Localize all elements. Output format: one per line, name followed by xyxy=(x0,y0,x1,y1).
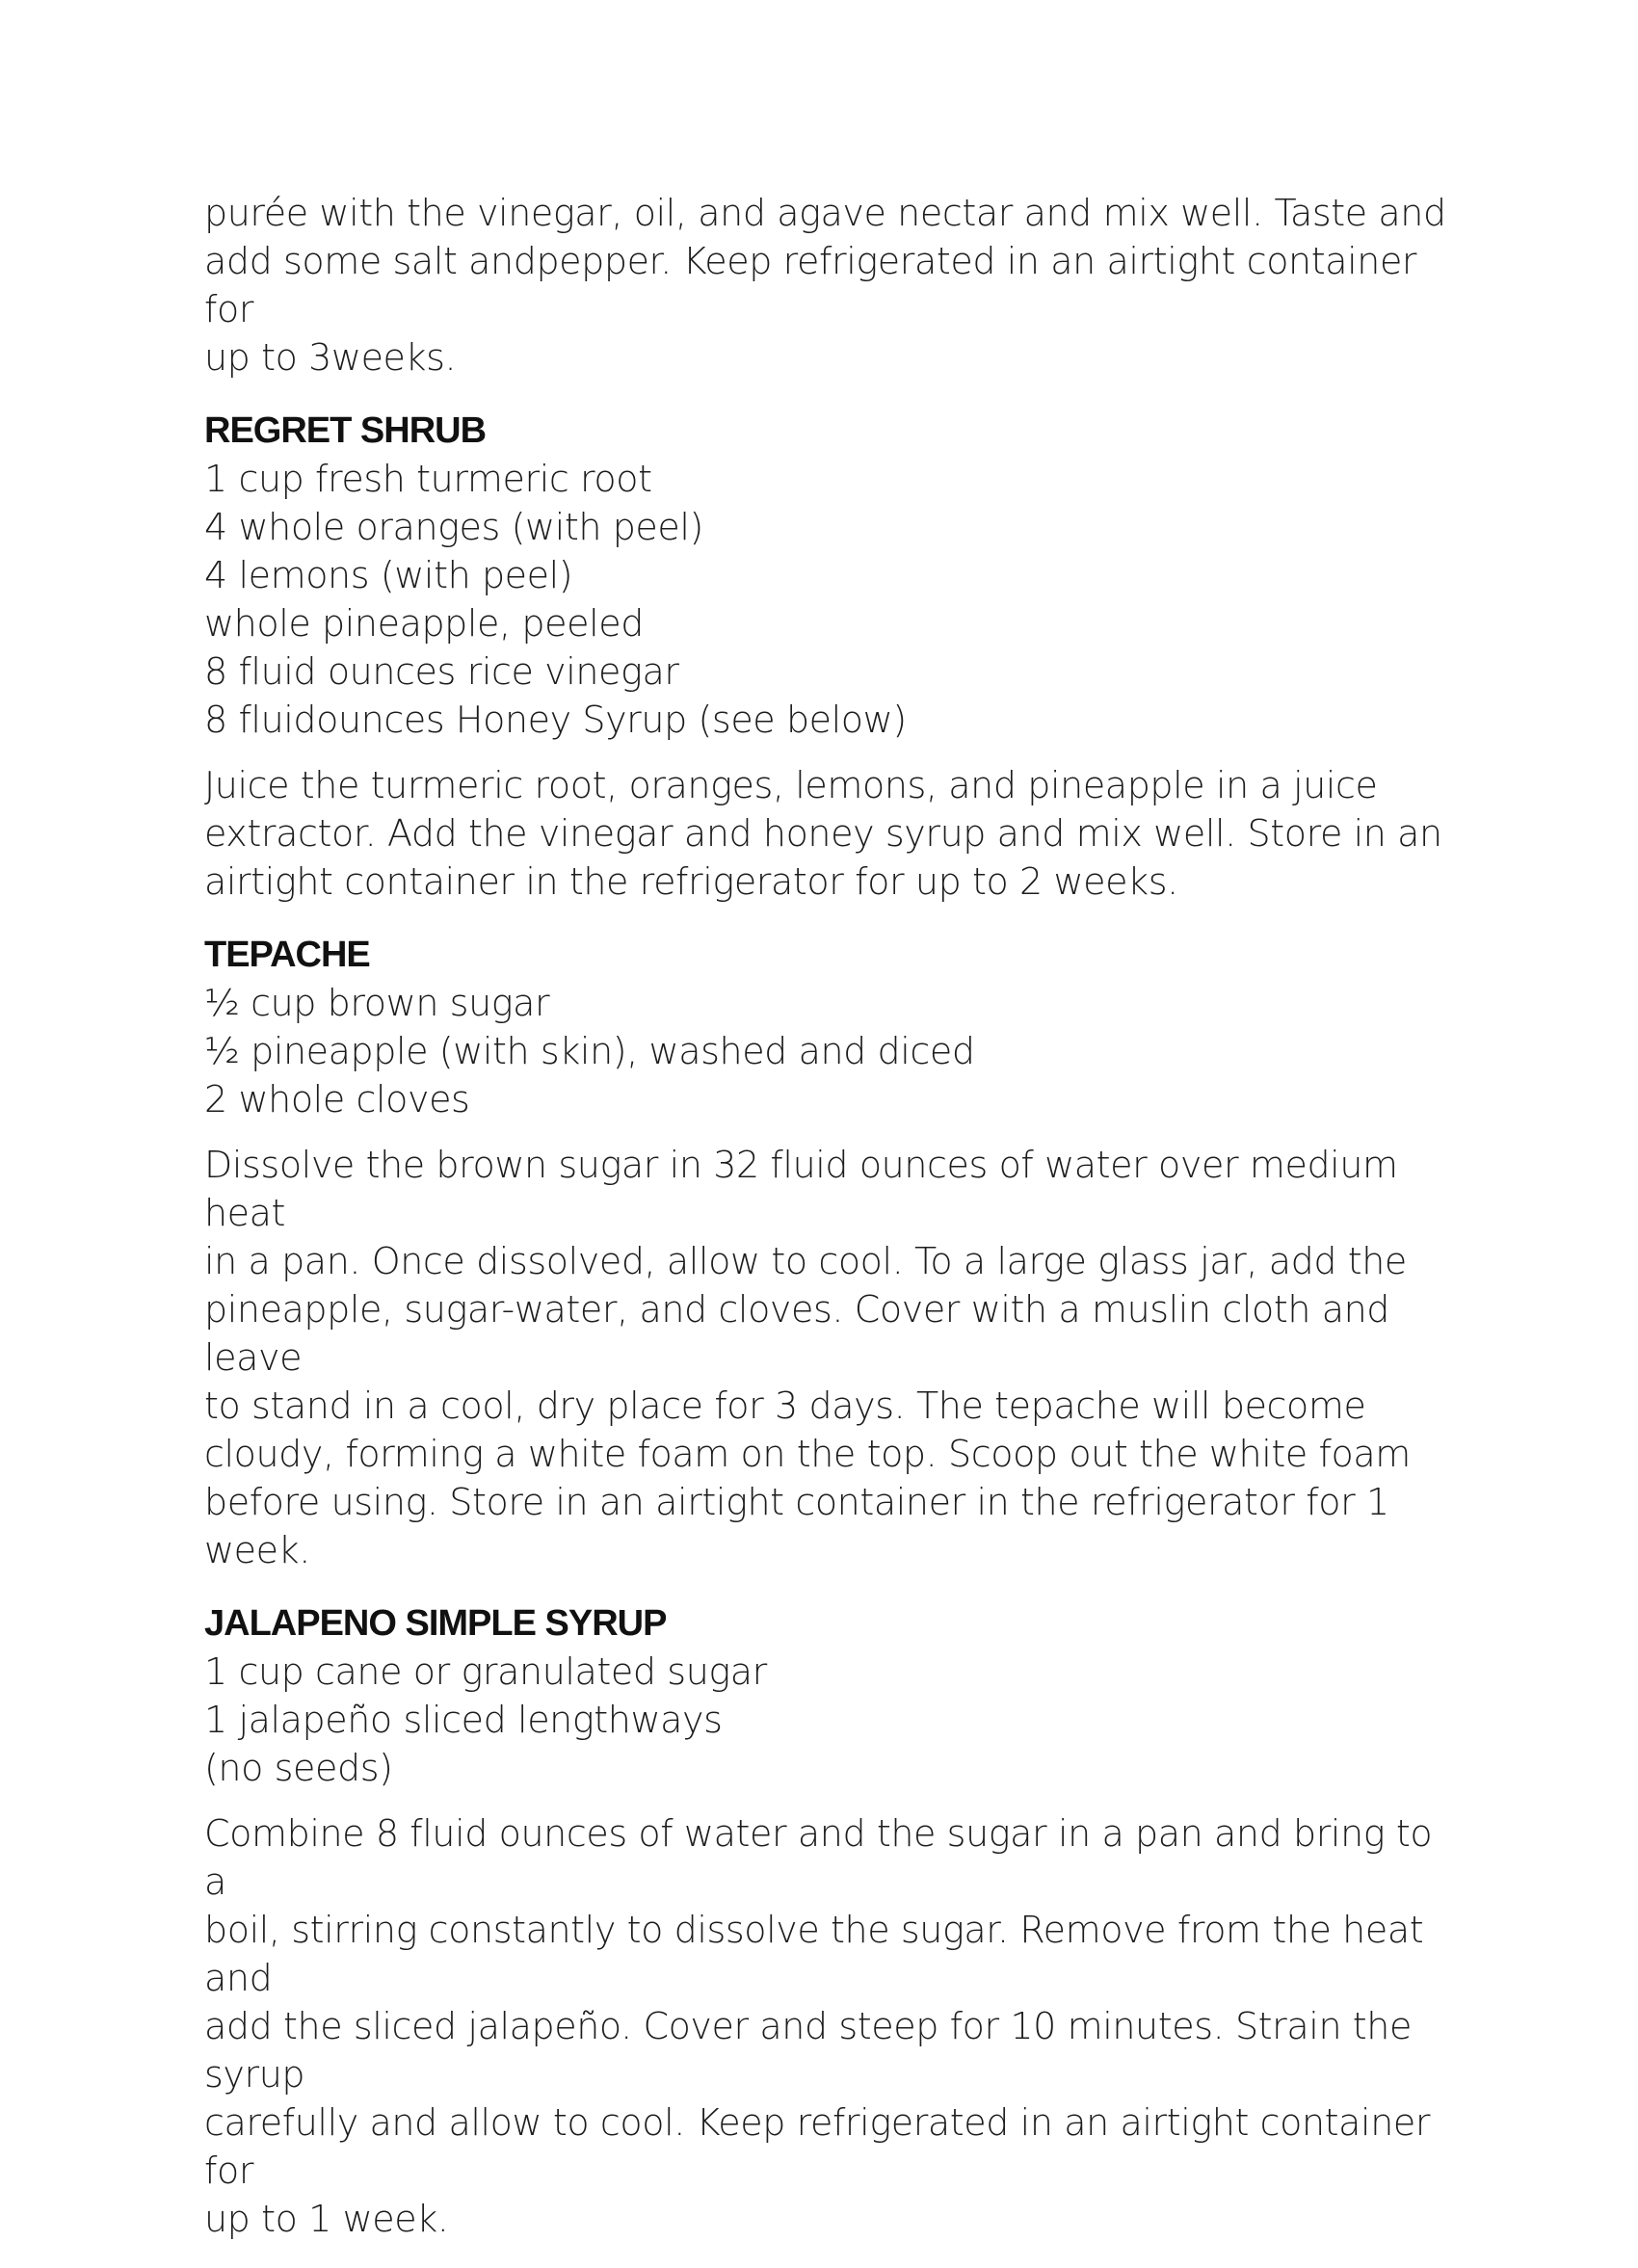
recipe-title: REGRET SHRUB xyxy=(204,410,487,451)
recipe-page xyxy=(204,189,1457,2268)
ingredient-item: 8 fluidounces Honey Syrup (see below) xyxy=(204,699,907,741)
ingredient-list xyxy=(204,979,1457,1123)
intro-paragraph: purée with the vinegar, oil, and agave nectar and mix well. Taste and add some salt andpepper. Keep refrigerated in an airtight container for up to 3weeks. xyxy=(204,192,1446,379)
ingredient-item: ½ cup brown sugar xyxy=(204,982,550,1024)
recipe-title: TEPACHE xyxy=(204,935,370,975)
recipe-section-tepache xyxy=(204,931,1457,1574)
recipe-section-jalapeno-simple-syrup xyxy=(204,1599,1457,2243)
ingredient-item: 2 whole cloves xyxy=(204,1078,470,1121)
ingredient-item: (no seeds) xyxy=(204,1747,393,1789)
ingredient-item: 1 cup fresh turmeric root xyxy=(204,458,652,500)
ingredient-item: 1 jalapeño sliced lengthways xyxy=(204,1699,723,1741)
ingredient-item: ½ pineapple (with skin), washed and diced xyxy=(204,1030,975,1072)
method-paragraph: Combine 8 fluid ounces of water and the sugar in a pan and bring to a boil, stirring constantly to dissolve the sugar. Remove from the heat and add the sliced jalapeño. Cover and steep for 10 minutes. Strain the syrup carefully and allow to cool. Keep refrigerated in an airtight container for up to 1 week. xyxy=(204,1812,1433,2240)
ingredient-item: 4 whole oranges (with peel) xyxy=(204,506,703,548)
ingredient-list xyxy=(204,1648,1457,1792)
recipe-title: JALAPENO SIMPLE SYRUP xyxy=(204,1603,667,1644)
recipe-section-regret-shrub xyxy=(204,407,1457,906)
ingredient-list xyxy=(204,455,1457,744)
ingredient-item: 8 fluid ounces rice vinegar xyxy=(204,650,679,693)
ingredient-item: whole pineapple, peeled xyxy=(204,602,644,645)
ingredient-item: 1 cup cane or granulated sugar xyxy=(204,1650,767,1693)
method-paragraph: Juice the turmeric root, oranges, lemons, and pineapple in a juice extractor. Add the vinegar and honey syrup and mix well. Store in an airtight container in the refrigerator for up to 2 weeks. xyxy=(204,764,1442,903)
method-paragraph: Dissolve the brown sugar in 32 fluid ounces of water over medium heat in a pan. Once dissolved, allow to cool. To a large glass jar, add the pineapple, sugar-water, and cloves. Cover with a muslin cloth and leave to stand in a cool, dry place for 3 days. The tepache will become cloudy, forming a white foam on the top. Scoop out the white foam before using. Store in an airtight container in the refrigerator for 1 week. xyxy=(204,1144,1411,1571)
ingredient-item: 4 lemons (with peel) xyxy=(204,554,573,596)
